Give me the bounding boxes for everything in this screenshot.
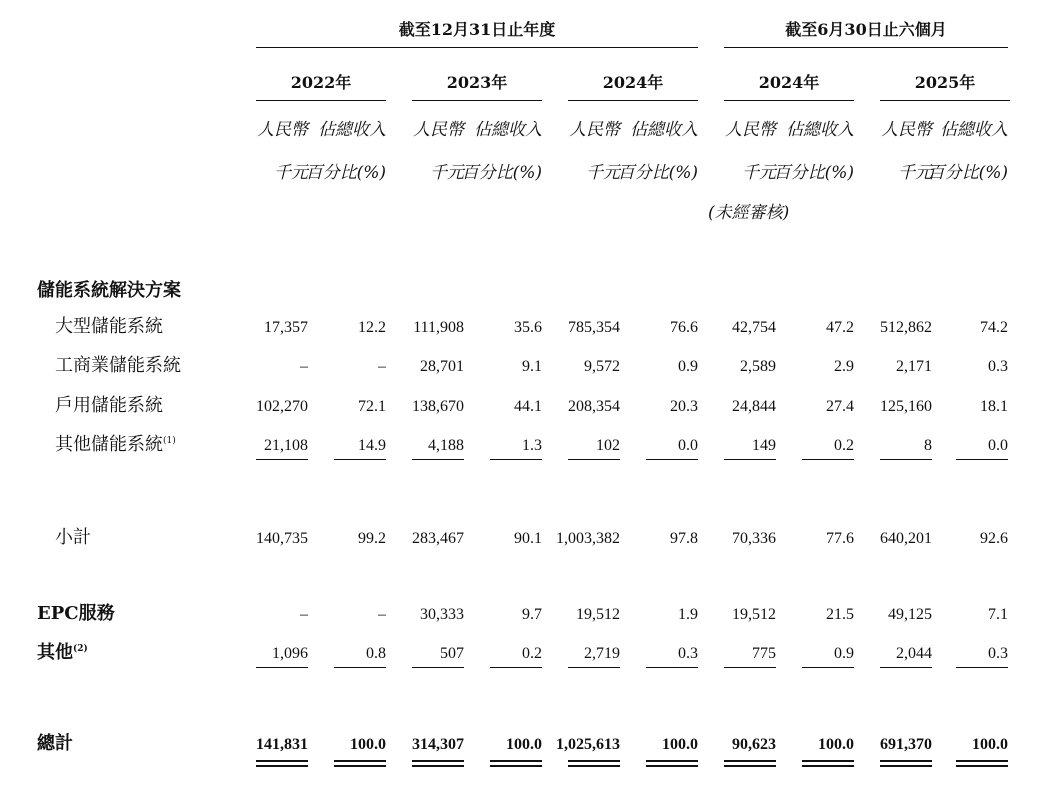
amount-cell: 70,336 bbox=[732, 530, 776, 547]
percent-cell: 100.0 bbox=[506, 736, 542, 753]
percent-header-line1: 佔總收入 bbox=[318, 120, 386, 140]
amount-header-line1: 人民幣 bbox=[257, 120, 308, 140]
row-label bbox=[55, 435, 176, 455]
amount-cell: 2,171 bbox=[896, 358, 932, 375]
row-label-text: 其他儲能系統 bbox=[55, 434, 163, 455]
section-title: 儲能系統解決方案 bbox=[37, 280, 181, 301]
amount-cell: 4,188 bbox=[428, 437, 464, 454]
amount-cell: 208,354 bbox=[568, 398, 620, 415]
amount-cell: 24,844 bbox=[732, 398, 776, 415]
percent-cell: 0.0 bbox=[678, 437, 698, 454]
percent-cell: 18.1 bbox=[980, 398, 1008, 415]
amount-header-line2: 千元 bbox=[274, 163, 308, 183]
amount-cell: 314,307 bbox=[412, 736, 464, 753]
percent-cell: – bbox=[378, 606, 386, 623]
amount-header-line2: 千元 bbox=[742, 163, 776, 183]
year-rule-2022 bbox=[256, 100, 386, 101]
subtotal-rule bbox=[802, 459, 854, 460]
amount-cell: 140,735 bbox=[256, 530, 308, 547]
row-label bbox=[55, 528, 91, 548]
year-header-2022: 2022年 bbox=[290, 73, 352, 92]
total-double-rule bbox=[256, 760, 308, 767]
row-label bbox=[55, 396, 163, 416]
subtotal-rule bbox=[956, 459, 1008, 460]
subtotal-rule bbox=[724, 459, 776, 460]
amount-cell: 141,831 bbox=[256, 736, 308, 753]
subtotal-rule bbox=[802, 667, 854, 668]
amount-cell: 640,201 bbox=[880, 530, 932, 547]
amount-cell: 1,096 bbox=[272, 645, 308, 662]
percent-cell: 1.3 bbox=[522, 437, 542, 454]
percent-cell: 97.8 bbox=[670, 530, 698, 547]
total-double-rule bbox=[568, 760, 620, 767]
amount-cell: 775 bbox=[752, 645, 776, 662]
subtotal-rule bbox=[490, 459, 542, 460]
percent-cell: 100.0 bbox=[818, 736, 854, 753]
year-rule-2024 bbox=[568, 100, 698, 101]
subtotal-rule bbox=[568, 459, 620, 460]
row-label bbox=[37, 604, 115, 624]
subtotal-rule bbox=[646, 459, 698, 460]
total-double-rule bbox=[880, 760, 932, 767]
percent-cell: 92.6 bbox=[980, 530, 1008, 547]
amount-cell: 149 bbox=[752, 437, 776, 454]
amount-cell: 1,025,613 bbox=[556, 736, 620, 753]
amount-cell: 42,754 bbox=[732, 319, 776, 336]
percent-cell: 0.3 bbox=[988, 645, 1008, 662]
amount-cell: 21,108 bbox=[264, 437, 308, 454]
subtotal-rule bbox=[880, 667, 932, 668]
amount-cell: – bbox=[300, 606, 308, 623]
total-double-rule bbox=[802, 760, 854, 767]
percent-cell: 90.1 bbox=[514, 530, 542, 547]
percent-cell: 21.5 bbox=[826, 606, 854, 623]
percent-cell: – bbox=[378, 358, 386, 375]
percent-cell: 47.2 bbox=[826, 319, 854, 336]
subtotal-rule bbox=[334, 667, 386, 668]
subtotal-rule bbox=[256, 667, 308, 668]
subtotal-rule bbox=[956, 667, 1008, 668]
year-rule-2023 bbox=[412, 100, 542, 101]
percent-header-line2: 百分比(%) bbox=[461, 163, 542, 183]
amount-cell: 512,862 bbox=[880, 319, 932, 336]
subtotal-rule bbox=[412, 459, 464, 460]
percent-cell: 100.0 bbox=[972, 736, 1008, 753]
percent-header-line2: 百分比(%) bbox=[617, 163, 698, 183]
percent-cell: 0.9 bbox=[678, 358, 698, 375]
subtotal-rule bbox=[880, 459, 932, 460]
percent-cell: 2.9 bbox=[834, 358, 854, 375]
amount-cell: 90,623 bbox=[732, 736, 776, 753]
amount-header-line1: 人民幣 bbox=[725, 120, 776, 140]
percent-cell: 72.1 bbox=[358, 398, 386, 415]
percent-header-line1: 佔總收入 bbox=[630, 120, 698, 140]
amount-cell: 125,160 bbox=[880, 398, 932, 415]
percent-cell: 27.4 bbox=[826, 398, 854, 415]
total-double-rule bbox=[956, 760, 1008, 767]
subtotal-rule bbox=[724, 667, 776, 668]
amount-header-line2: 千元 bbox=[430, 163, 464, 183]
subtotal-rule bbox=[256, 459, 308, 460]
row-label-text: 大型儲能系統 bbox=[55, 316, 163, 337]
footnote-marker: (2) bbox=[73, 644, 88, 654]
amount-cell: 1,003,382 bbox=[556, 530, 620, 547]
amount-cell: 49,125 bbox=[888, 606, 932, 623]
percent-cell: 7.1 bbox=[988, 606, 1008, 623]
percent-header-line1: 佔總收入 bbox=[786, 120, 854, 140]
amount-cell: 102,270 bbox=[256, 398, 308, 415]
percent-cell: 0.0 bbox=[988, 437, 1008, 454]
percent-cell: 0.9 bbox=[834, 645, 854, 662]
amount-header-line2: 千元 bbox=[898, 163, 932, 183]
amount-cell: 138,670 bbox=[412, 398, 464, 415]
year-rule-2025 bbox=[880, 100, 1010, 101]
subtotal-rule bbox=[568, 667, 620, 668]
amount-cell: 2,589 bbox=[740, 358, 776, 375]
subtotal-rule bbox=[334, 459, 386, 460]
percent-cell: 74.2 bbox=[980, 319, 1008, 336]
percent-cell: 100.0 bbox=[350, 736, 386, 753]
group-header-annual: 截至12月31日止年度 bbox=[398, 20, 556, 39]
amount-cell: 8 bbox=[924, 437, 932, 454]
percent-cell: 0.8 bbox=[366, 645, 386, 662]
percent-cell: 0.2 bbox=[522, 645, 542, 662]
row-label-text: EPC服務 bbox=[37, 603, 115, 624]
amount-cell: – bbox=[300, 358, 308, 375]
year-rule-2024-interim bbox=[724, 100, 854, 101]
amount-cell: 111,908 bbox=[413, 319, 464, 336]
row-label-text: 總計 bbox=[37, 733, 73, 754]
percent-cell: 35.6 bbox=[514, 319, 542, 336]
row-label-text: 工商業儲能系統 bbox=[55, 355, 181, 376]
year-header-2024-interim: 2024年 bbox=[758, 73, 820, 92]
amount-cell: 691,370 bbox=[880, 736, 932, 753]
amount-cell: 30,333 bbox=[420, 606, 464, 623]
amount-header-line2: 千元 bbox=[586, 163, 620, 183]
total-double-rule bbox=[412, 760, 464, 767]
group-header-interim: 截至6月30日止六個月 bbox=[785, 20, 947, 39]
percent-cell: 9.1 bbox=[522, 358, 542, 375]
percent-cell: 99.2 bbox=[358, 530, 386, 547]
total-double-rule bbox=[334, 760, 386, 767]
percent-cell: 1.9 bbox=[678, 606, 698, 623]
amount-cell: 9,572 bbox=[584, 358, 620, 375]
amount-cell: 507 bbox=[440, 645, 464, 662]
percent-header-line1: 佔總收入 bbox=[940, 120, 1008, 140]
amount-cell: 2,044 bbox=[896, 645, 932, 662]
percent-cell: 9.7 bbox=[522, 606, 542, 623]
unaudited-note: (未經審核) bbox=[708, 203, 790, 223]
year-header-2023: 2023年 bbox=[446, 73, 508, 92]
row-label bbox=[37, 734, 73, 754]
percent-cell: 0.3 bbox=[678, 645, 698, 662]
percent-cell: 0.2 bbox=[834, 437, 854, 454]
percent-cell: 100.0 bbox=[662, 736, 698, 753]
year-header-2024: 2024年 bbox=[602, 73, 664, 92]
amount-cell: 19,512 bbox=[576, 606, 620, 623]
total-double-rule bbox=[490, 760, 542, 767]
amount-cell: 283,467 bbox=[412, 530, 464, 547]
amount-cell: 17,357 bbox=[264, 319, 308, 336]
total-double-rule bbox=[646, 760, 698, 767]
group-header-interim-rule bbox=[724, 47, 1008, 48]
percent-cell: 14.9 bbox=[358, 437, 386, 454]
row-label bbox=[55, 317, 163, 337]
amount-cell: 785,354 bbox=[568, 319, 620, 336]
amount-cell: 102 bbox=[596, 437, 620, 454]
total-double-rule bbox=[724, 760, 776, 767]
row-label-text: 戶用儲能系統 bbox=[55, 395, 163, 416]
percent-cell: 76.6 bbox=[670, 319, 698, 336]
footnote-marker: (1) bbox=[163, 436, 176, 446]
subtotal-rule bbox=[412, 667, 464, 668]
percent-header-line2: 百分比(%) bbox=[773, 163, 854, 183]
percent-cell: 12.2 bbox=[358, 319, 386, 336]
row-label-text: 其他 bbox=[37, 642, 73, 663]
percent-header-line2: 百分比(%) bbox=[305, 163, 386, 183]
percent-header-line1: 佔總收入 bbox=[474, 120, 542, 140]
percent-cell: 0.3 bbox=[988, 358, 1008, 375]
amount-cell: 28,701 bbox=[420, 358, 464, 375]
amount-header-line1: 人民幣 bbox=[569, 120, 620, 140]
subtotal-rule bbox=[490, 667, 542, 668]
subtotal-rule bbox=[646, 667, 698, 668]
group-header-annual-rule bbox=[256, 47, 698, 48]
row-label bbox=[37, 643, 88, 663]
amount-cell: 19,512 bbox=[732, 606, 776, 623]
year-header-2025: 2025年 bbox=[914, 73, 976, 92]
percent-cell: 20.3 bbox=[670, 398, 698, 415]
row-label bbox=[55, 356, 181, 376]
amount-cell: 2,719 bbox=[584, 645, 620, 662]
amount-header-line1: 人民幣 bbox=[881, 120, 932, 140]
row-label-text: 小計 bbox=[55, 527, 91, 548]
percent-cell: 44.1 bbox=[514, 398, 542, 415]
amount-header-line1: 人民幣 bbox=[413, 120, 464, 140]
percent-cell: 77.6 bbox=[826, 530, 854, 547]
percent-header-line2: 百分比(%) bbox=[927, 163, 1008, 183]
